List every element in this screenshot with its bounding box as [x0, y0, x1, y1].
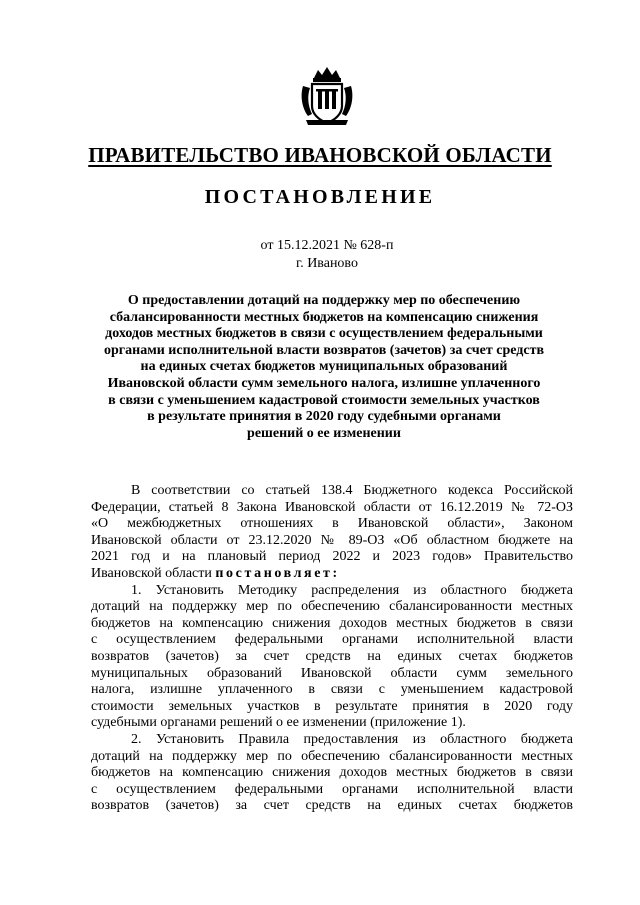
item-2-line: бюджетов на компенсацию снижения доходов местных бюджетов в связи	[91, 765, 573, 781]
document-body	[91, 483, 573, 815]
body-line: «О межбюджетных отношениях в Ивановской области», Законом	[91, 516, 573, 532]
document-type: ПОСТАНОВЛЕНИЕ	[204, 186, 436, 208]
subject-line: решений о ее изменении	[247, 425, 401, 441]
item-2-line: с осуществлением федеральными органами исполнительной власти	[91, 781, 573, 797]
item-2-line: возвратов (зачетов) за счет средств на единых счетах бюджетов	[91, 798, 573, 814]
item-1-line: налога, излишне уплаченного в связи с уменьшением кадастровой	[91, 682, 573, 698]
decree-word: постановляет:	[215, 565, 340, 581]
subject-line: в результате принятия в 2020 году судебными органами	[147, 409, 501, 425]
subject-line: сбалансированности местных бюджетов на компенсацию снижения	[109, 309, 539, 325]
preamble-end-text: Ивановской области	[91, 565, 216, 581]
subject-line: Ивановской области сумм земельного налога, излишне уплаченного	[107, 375, 541, 391]
body-line: 2021 год и на плановый период 2022 и 2023 годов» Правительство	[91, 549, 573, 565]
item-1-line: возвратов (зачетов) за счет средств на единых счетах бюджетов	[91, 648, 573, 664]
item-1-line: дотаций на поддержку мер по обеспечению сбалансированности местных	[91, 599, 573, 615]
government-title: ПРАВИТЕЛЬСТВО ИВАНОВСКОЙ ОБЛАСТИ	[88, 143, 552, 167]
item-2-line: 2. Установить Правила предоставления из областного бюджета	[131, 731, 573, 747]
body-line	[91, 566, 573, 583]
subject-line: О предоставлении дотаций на поддержку мер по обеспечению	[127, 293, 521, 308]
subject-line: органами исполнительной власти возвратов (зачетов) за счет средств	[103, 342, 545, 358]
body-line: Ивановской области от 23.12.2020 № 89-ОЗ «Об областном бюджете на	[91, 532, 573, 548]
document-city: г. Иваново	[296, 256, 358, 271]
subject-line: в связи с уменьшением кадастровой стоимости земельных участков	[108, 392, 540, 408]
document-date-number: от 15.12.2021 № 628-п	[260, 238, 394, 253]
item-1-line: с осуществлением федеральными органами исполнительной власти	[91, 632, 573, 648]
item-1-line: судебными органами решений о ее изменении (приложение 1).	[91, 715, 466, 731]
item-2-line: дотаций на поддержку мер по обеспечению сбалансированности местных	[91, 748, 573, 764]
item-1-line: бюджетов на компенсацию снижения доходов местных бюджетов в связи	[91, 615, 573, 631]
subject-line: на единых счетах бюджетов муниципальных образований	[140, 359, 508, 375]
item-1-line: стоимости земельных участков в результате принятия в 2020 году	[91, 698, 573, 714]
item-1-line: 1. Установить Методику распределения из областного бюджета	[131, 582, 573, 598]
body-line: Федерации, статьей 8 Закона Ивановской области от 16.12.2019 № 72-ОЗ	[91, 499, 573, 515]
body-line: В соответствии со статьей 138.4 Бюджетного кодекса Российской	[131, 483, 573, 498]
subject-line: доходов местных бюджетов в связи с осуществлением федеральными	[105, 326, 543, 342]
ivanovo-coat-of-arms-icon	[300, 64, 354, 128]
document-subject	[60, 293, 588, 442]
item-1-line: муниципальных образований Ивановской области сумм земельного	[91, 665, 573, 681]
